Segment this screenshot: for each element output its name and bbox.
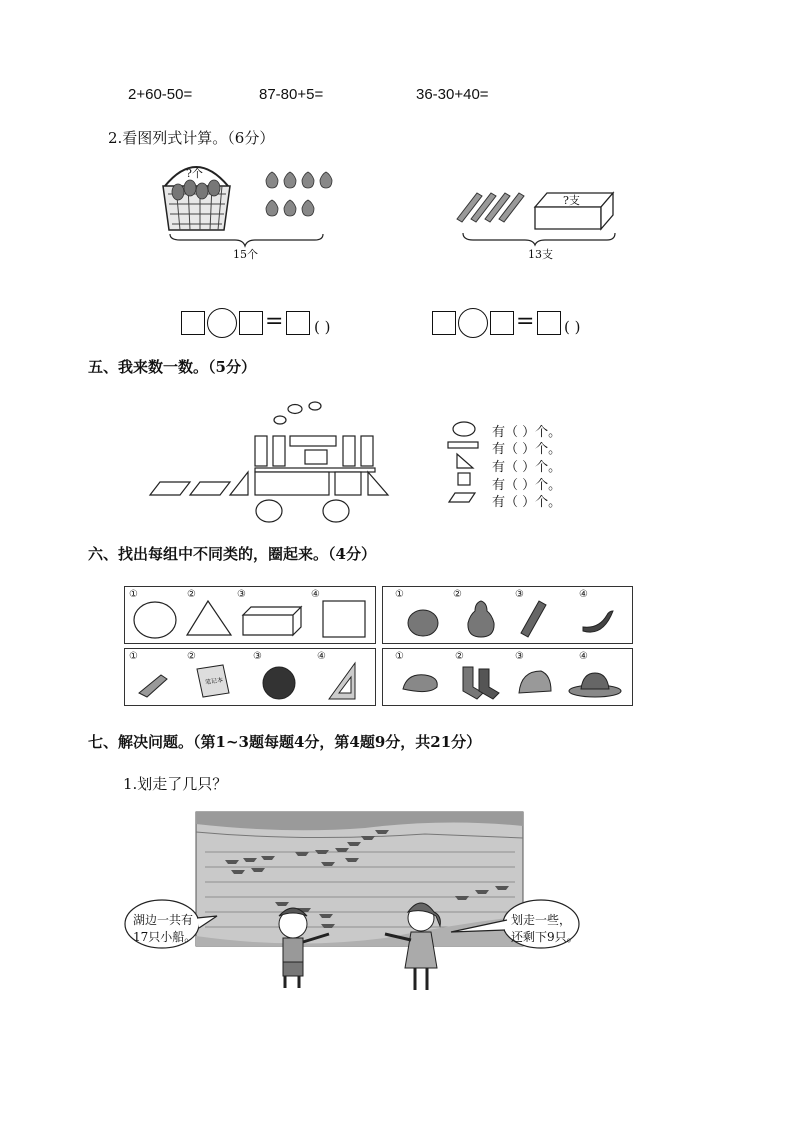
operator-circle[interactable] [207,308,237,338]
shape-legend-icons [445,420,485,510]
answer-box[interactable] [181,311,205,335]
section-7-title: 七、解决问题。（第1~3题每题4分，第4题9分，共21分） [88,733,482,751]
group-clothing [382,648,633,706]
unit-paren[interactable]: ( ) [564,318,581,336]
answer-box[interactable] [537,311,561,335]
count-row-square: 有（ ）个。 [492,478,562,493]
calc-item-3: 36-30+40= [416,86,489,103]
question-2-title: 2.看图列式计算。（6分） [108,129,275,147]
answer-box[interactable] [432,311,456,335]
unit-paren[interactable]: ( ) [314,318,331,336]
lake-boats-illustration [125,812,585,1002]
shape-train-figure [145,398,395,526]
boy-bubble-line-2: 17只小船。 [133,930,197,944]
pencils-and-box-illustration [455,185,625,255]
calc-item-2: 87-80+5= [259,86,324,103]
section-6-title: 六、找出每组中不同类的，圈起来。（4分） [88,545,376,563]
section-5-title: 五、我来数一数。（5分） [88,358,256,376]
count-row-parallelogram: 有（ ）个。 [492,495,562,510]
girl-bubble-line-1: 划走一些， [511,913,572,927]
shape-options-icons [125,587,375,643]
option-mark-4: ④ [317,651,326,662]
fruit-options-icons [383,587,632,643]
answer-box[interactable] [239,311,263,335]
option-mark-1: ① [129,589,138,600]
question-1-title: 1.划走了几只？ [123,775,228,793]
triangle-icon [187,601,231,635]
option-mark-2: ② [453,589,462,600]
option-mark-2: ② [187,589,196,600]
answer-box[interactable] [286,311,310,335]
option-mark-1: ① [129,651,138,662]
cuboid-icon [243,607,301,635]
option-mark-1: ① [395,651,404,662]
option-mark-2: ② [187,651,196,662]
option-mark-3: ③ [253,651,262,662]
option-mark-4: ④ [579,589,588,600]
group-shapes [124,586,376,644]
apple-icon [408,610,438,636]
option-mark-4: ④ [579,651,588,662]
count-row-rectangle: 有（ ）个。 [492,442,562,457]
option-mark-3: ③ [515,589,524,600]
circle-icon [134,602,176,638]
pencil-total-label: 13支 [528,248,553,261]
pencil-icon [521,601,546,637]
cap-icon [403,675,437,692]
girl-bubble-text [511,912,579,946]
banana-icon [583,611,613,632]
equals-sign: = [516,309,535,334]
boy-bubble-text [133,912,196,946]
pear-total-label: 15个 [233,248,258,261]
count-row-circle: 有（ ）个。 [492,425,562,440]
notebook-label: 笔记本 [204,676,224,687]
option-mark-2: ② [455,651,464,662]
pear-icon [468,601,494,637]
option-mark-3: ③ [515,651,524,662]
square-icon [323,601,365,637]
stationery-options-icons [125,649,375,705]
count-row-triangle: 有（ ）个。 [492,460,562,475]
option-mark-4: ④ [311,589,320,600]
boy-bubble-line-1: 湖边一共有 [133,913,194,927]
group-fruits [382,586,633,644]
knit-hat-icon [519,671,551,693]
clothing-options-icons [383,649,632,705]
answer-box[interactable] [490,311,514,335]
girl-bubble-line-2: 还剩下9只。 [511,930,579,944]
basket-unknown-label: ?个 [186,167,203,180]
sharpener-icon [139,675,167,697]
option-mark-1: ① [395,589,404,600]
equals-sign: = [265,309,284,334]
calc-item-1: 2+60-50= [128,86,193,103]
operator-circle[interactable] [458,308,488,338]
box-unknown-label: ?支 [563,194,580,207]
ball-icon [263,667,295,699]
option-mark-3: ③ [237,589,246,600]
group-stationery [124,648,376,706]
set-square-icon [329,663,355,699]
